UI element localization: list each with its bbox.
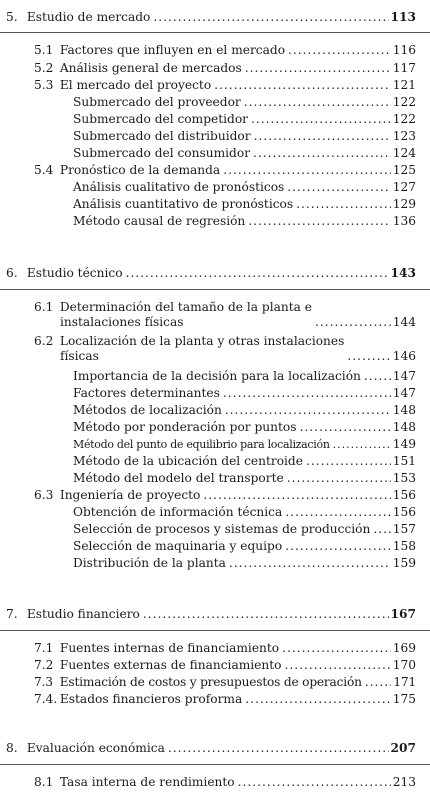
toc-section-7-4[interactable] <box>34 692 416 707</box>
page-number: 122 <box>392 112 416 126</box>
page-number: 153 <box>392 471 416 485</box>
chapter-divider <box>0 630 430 631</box>
dot-leader <box>225 403 391 418</box>
toc-entry-title <box>6 266 123 281</box>
dot-leader <box>203 488 390 503</box>
chapter-divider <box>0 289 430 290</box>
page-number: 116 <box>392 43 416 57</box>
page-number: 175 <box>392 692 416 706</box>
toc-subsection[interactable] <box>73 471 416 486</box>
section-number: 5.2 <box>34 61 54 75</box>
toc-entry-title <box>34 675 362 690</box>
toc-section-8-1[interactable] <box>34 775 416 790</box>
toc-chapter-evaluacion-economica[interactable] <box>6 741 416 756</box>
dot-leader <box>373 522 390 537</box>
toc-subsection[interactable] <box>73 369 416 384</box>
page-number: 167 <box>390 607 416 621</box>
toc-entry-title <box>34 78 211 93</box>
toc-subsection[interactable] <box>73 505 416 520</box>
subsection-title: Selección de procesos y sistemas de producción <box>73 522 371 536</box>
chapter-title: Evaluación económica <box>26 741 165 755</box>
chapter-title: Estudio financiero <box>26 607 140 621</box>
toc-entry-title <box>34 163 220 178</box>
subsection-title: Análisis cuantitativo de pronósticos <box>73 197 294 211</box>
dot-leader <box>245 61 391 76</box>
section-title: Estimación de costos y presupuestos de operación <box>59 675 362 689</box>
dot-leader <box>223 386 391 401</box>
subsection-title: Método de la ubicación del centroide <box>73 454 303 468</box>
toc-entry-title <box>34 61 242 76</box>
toc-subsection[interactable] <box>73 146 416 161</box>
page-number: 127 <box>392 180 416 194</box>
chapter-divider <box>0 32 430 33</box>
toc-chapter-estudio-tecnico[interactable] <box>6 266 416 281</box>
dot-leader <box>306 454 391 469</box>
subsection-title: Factores determinantes <box>73 386 220 400</box>
subsection-title: Análisis cualitativo de pronósticos <box>73 180 285 194</box>
subsection-title: Métodos de localización <box>73 403 222 417</box>
dot-leader <box>288 43 391 58</box>
toc-subsection[interactable] <box>73 522 416 537</box>
subsection-title: Importancia de la decisión para la localización <box>73 369 361 383</box>
toc-section-5-2[interactable] <box>34 61 416 76</box>
section-number: 7.3 <box>34 675 53 689</box>
section-number: 6.3 <box>34 488 54 502</box>
toc-subsection[interactable] <box>73 454 416 469</box>
page-number: 146 <box>392 349 416 363</box>
dot-leader <box>214 78 391 93</box>
page-number: 124 <box>392 146 416 160</box>
toc-entry-title <box>34 641 279 656</box>
dot-leader <box>245 692 390 707</box>
section-number: 7.1 <box>34 641 54 655</box>
section-title-line2: físicas <box>60 349 99 363</box>
subsection-title: Método del modelo del transporte <box>73 471 284 485</box>
dot-leader <box>315 315 391 330</box>
toc-subsection[interactable] <box>73 556 416 571</box>
dot-leader <box>284 658 390 673</box>
toc-entry-title <box>34 334 344 364</box>
dot-leader <box>287 471 391 486</box>
page-number: 121 <box>392 78 416 92</box>
subsection-title: Submercado del distribuidor <box>73 129 251 143</box>
subsection-title: Obtención de información técnica <box>73 505 283 519</box>
toc-section-7-2[interactable] <box>34 658 416 673</box>
dot-leader <box>248 214 390 229</box>
dot-leader <box>347 349 390 364</box>
toc-section-6-2[interactable] <box>34 334 416 364</box>
page-number: 148 <box>392 420 416 434</box>
subsection-title: Submercado del competidor <box>73 112 248 126</box>
page-number: 159 <box>392 556 416 570</box>
subsection-title: Selección de maquinaria y equipo <box>73 539 283 553</box>
toc-entry-title <box>6 741 165 756</box>
page-number: 156 <box>392 505 416 519</box>
page-number: 117 <box>392 61 416 75</box>
toc-entry-title <box>34 43 285 58</box>
section-title-line2: instalaciones físicas <box>60 315 184 329</box>
dot-leader <box>229 556 391 571</box>
section-title: Factores que influyen en el mercado <box>59 43 286 57</box>
dot-leader <box>365 675 392 690</box>
toc-entry-title <box>34 775 235 790</box>
dot-leader <box>296 197 391 212</box>
section-number: 8.1 <box>34 775 54 789</box>
dot-leader <box>223 163 391 178</box>
dot-leader <box>364 369 391 384</box>
toc-entry-title <box>34 300 312 330</box>
toc-entry-title <box>6 10 150 25</box>
toc-subsection[interactable] <box>73 437 416 452</box>
subsection-title: Submercado del proveedor <box>73 95 241 109</box>
toc-section-7-1[interactable] <box>34 641 416 656</box>
toc-chapter-estudio-de-mercado[interactable] <box>6 10 416 25</box>
dot-leader <box>143 607 389 622</box>
page-number: 156 <box>392 488 416 502</box>
dot-leader <box>282 641 391 656</box>
chapter-number: 8. <box>6 741 18 755</box>
section-title: Fuentes externas de financiamiento <box>59 658 282 672</box>
toc-entry-title <box>6 607 140 622</box>
toc-section-6-1[interactable] <box>34 300 416 330</box>
dot-leader <box>126 266 389 281</box>
section-title: Pronóstico de la demanda <box>59 163 221 177</box>
toc-section-5-4[interactable] <box>34 163 416 178</box>
page-number: 213 <box>392 775 416 789</box>
toc-section-5-3[interactable] <box>34 78 416 93</box>
toc-subsection[interactable] <box>73 403 416 418</box>
section-title: Ingeniería de proyecto <box>59 488 201 502</box>
page-number: 170 <box>392 658 416 672</box>
section-title: Fuentes internas de financiamiento <box>59 641 280 655</box>
toc-chapter-estudio-financiero[interactable] <box>6 607 416 622</box>
dot-leader <box>244 95 391 110</box>
page-number: 148 <box>392 403 416 417</box>
toc-subsection[interactable] <box>73 112 416 127</box>
page-number: 171 <box>393 675 416 689</box>
toc-subsection[interactable] <box>73 420 416 435</box>
page-number: 151 <box>392 454 416 468</box>
chapter-number: 7. <box>6 607 18 621</box>
toc-subsection[interactable] <box>73 180 416 195</box>
chapter-divider <box>0 764 430 765</box>
dot-leader <box>251 112 391 127</box>
page-number: 149 <box>392 437 416 451</box>
chapter-number: 5. <box>6 10 18 24</box>
subsection-title: Método del punto de equilibrio para localización <box>73 438 330 451</box>
page-number: 144 <box>392 315 416 329</box>
toc-subsection[interactable] <box>73 129 416 144</box>
section-title: Estados financieros proforma <box>59 692 243 706</box>
page-number: 122 <box>392 95 416 109</box>
section-title: El mercado del proyecto <box>59 78 212 92</box>
toc-entry-title <box>34 488 200 503</box>
page-number: 123 <box>392 129 416 143</box>
dot-leader <box>300 420 391 435</box>
section-number: 7.4. <box>34 692 58 706</box>
toc-subsection[interactable] <box>73 197 416 212</box>
toc-section-7-3[interactable] <box>34 675 416 690</box>
chapter-title: Estudio de mercado <box>26 10 151 24</box>
subsection-title: Submercado del consumidor <box>73 146 251 160</box>
page-number: 129 <box>392 197 416 211</box>
page-number: 147 <box>392 369 416 383</box>
dot-leader <box>254 129 391 144</box>
toc-subsection[interactable] <box>73 214 416 229</box>
page-number: 158 <box>392 539 416 553</box>
chapter-title: Estudio técnico <box>26 266 123 280</box>
section-number: 5.4 <box>34 163 54 177</box>
section-number: 6.1 <box>34 300 54 314</box>
dot-leader <box>285 539 391 554</box>
section-number: 6.2 <box>34 334 54 348</box>
toc-entry-title <box>34 658 281 673</box>
page-number: 113 <box>390 10 416 24</box>
toc-subsection[interactable] <box>73 95 416 110</box>
section-title-line1: Determinación del tamaño de la planta e <box>59 300 312 314</box>
dot-leader <box>285 505 391 520</box>
section-title-line1: Localización de la planta y otras instalaciones <box>59 334 345 348</box>
subsection-title: Distribución de la planta <box>73 556 226 570</box>
toc-subsection[interactable] <box>73 386 416 401</box>
dot-leader <box>168 741 389 756</box>
section-number: 5.3 <box>34 78 54 92</box>
dot-leader <box>253 146 391 161</box>
subsection-title: Método por ponderación por puntos <box>73 420 297 434</box>
toc-subsection[interactable] <box>73 539 416 554</box>
section-number: 7.2 <box>34 658 54 672</box>
toc-section-5-1[interactable] <box>34 43 416 58</box>
section-number: 5.1 <box>34 43 54 57</box>
page-number: 136 <box>392 214 416 228</box>
dot-leader <box>238 775 391 790</box>
page-number: 207 <box>390 741 416 755</box>
dot-leader <box>153 10 388 25</box>
dot-leader <box>333 437 391 452</box>
page-number: 143 <box>390 266 416 280</box>
dot-leader <box>287 180 390 195</box>
page-number: 125 <box>392 163 416 177</box>
section-title: Análisis general de mercados <box>59 61 242 75</box>
toc-section-6-3[interactable] <box>34 488 416 503</box>
page-number: 157 <box>392 522 416 536</box>
toc-entry-title <box>34 692 242 707</box>
page-number: 169 <box>392 641 416 655</box>
subsection-title: Método causal de regresión <box>73 214 246 228</box>
page-number: 147 <box>392 386 416 400</box>
chapter-number: 6. <box>6 266 18 280</box>
section-title: Tasa interna de rendimiento <box>59 775 235 789</box>
